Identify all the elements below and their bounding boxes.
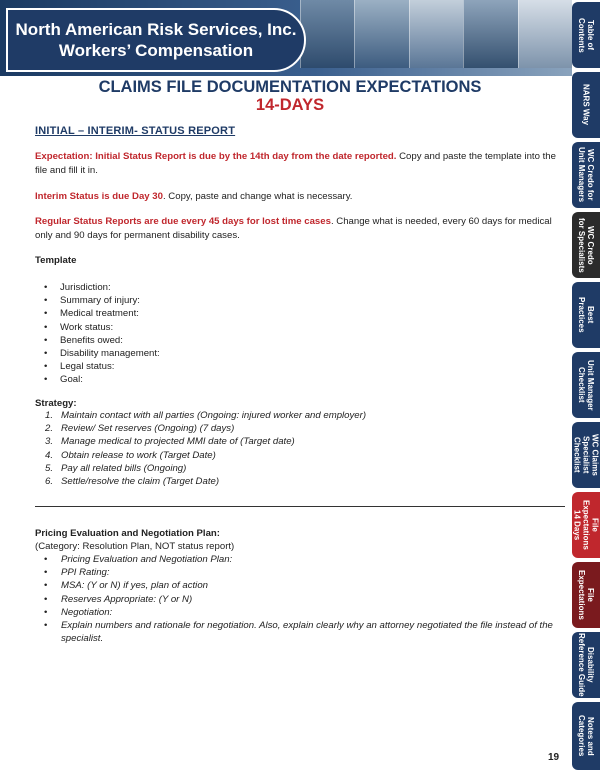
template-item: • Benefits owed: bbox=[35, 334, 160, 347]
strategy-item bbox=[35, 422, 366, 435]
regular-status-expectation bbox=[35, 215, 563, 242]
strategy-list bbox=[35, 409, 366, 488]
pricing-category: (Category: Resolution Plan, NOT status report) bbox=[35, 541, 235, 552]
template-item: • Jurisdiction: bbox=[35, 281, 160, 294]
pricing-list bbox=[35, 553, 560, 645]
template-item: • Legal status: bbox=[35, 360, 160, 373]
template-label: Template bbox=[35, 255, 77, 266]
strategy-number: 5. bbox=[45, 462, 54, 474]
tab-label: File Expectations 14 Days bbox=[572, 500, 600, 550]
page-title: CLAIMS FILE DOCUMENTATION EXPECTATIONS bbox=[98, 78, 482, 96]
strategy-number: 3. bbox=[45, 436, 54, 448]
initial-report-highlight: Expectation: Initial Status Report is due by the 14th day from the date reported. bbox=[35, 151, 397, 162]
initial-report-expectation bbox=[35, 150, 563, 177]
pricing-item: • Explain numbers and rationale for negotiation. Also, explain clearly why an attorney negotiated the file instead of the specialist. bbox=[35, 619, 560, 645]
template-item: • Work status: bbox=[35, 321, 160, 334]
strategy-text: Maintain contact with all parties (Ongoing: injured worker and employer) bbox=[61, 410, 367, 421]
tab-table-of-contents[interactable] bbox=[572, 2, 600, 68]
company-name: North American Risk Services, Inc. bbox=[15, 20, 297, 39]
tab-label: Notes and Categories bbox=[577, 715, 595, 757]
tab-unit-manager-checklist[interactable] bbox=[572, 352, 600, 418]
tab-file-expectations[interactable] bbox=[572, 562, 600, 628]
template-item: • Medical treatment: bbox=[35, 307, 160, 320]
header-photo-surgeon bbox=[463, 0, 517, 68]
strategy-item bbox=[35, 449, 366, 462]
tab-label: Best Practices bbox=[577, 297, 595, 333]
pricing-item: • MSA: (Y or N) if yes, plan of action bbox=[35, 579, 560, 592]
tab-disability-reference-guide[interactable] bbox=[572, 632, 600, 698]
strategy-item bbox=[35, 475, 366, 488]
strategy-text: Manage medical to projected MMI date of (Target date) bbox=[61, 436, 295, 448]
interim-status-expectation bbox=[35, 190, 563, 204]
interim-status-highlight: Interim Status is due Day 30 bbox=[35, 191, 163, 202]
tab-notes-and-categories[interactable] bbox=[572, 702, 600, 770]
header-photo-medical bbox=[354, 0, 408, 68]
strategy-text: Review/ Set reserves (Ongoing) (7 days) bbox=[61, 423, 235, 435]
tab-wc-credo-unit-managers[interactable] bbox=[572, 142, 600, 208]
strategy-item bbox=[35, 409, 366, 422]
page-number: 19 bbox=[548, 752, 560, 763]
tab-wc-credo-specialists[interactable] bbox=[572, 212, 600, 278]
strategy-text: Pay all related bills (Ongoing) bbox=[61, 462, 187, 474]
tab-label: NARS Way bbox=[581, 84, 591, 126]
header-banner bbox=[0, 0, 572, 76]
tab-label: Unit Manager Checklist bbox=[577, 359, 595, 411]
tab-nars-way[interactable] bbox=[572, 72, 600, 138]
pricing-label: Pricing Evaluation and Negotiation Plan: bbox=[35, 528, 220, 539]
strategy-label: Strategy: bbox=[35, 398, 77, 409]
division-name: Workers’ Compensation bbox=[58, 41, 254, 60]
header-photo-strip bbox=[300, 0, 572, 68]
tab-label: WC Claims Specialist Checklist bbox=[572, 434, 600, 476]
regular-status-instructions: . Change what is needed, every 60 days for medical only and 90 days for permanent disability cases. bbox=[35, 216, 552, 241]
interim-status-instructions: . Copy, paste and change what is necessary. bbox=[162, 191, 353, 202]
template-item: • Goal: bbox=[35, 373, 160, 386]
template-list bbox=[35, 281, 160, 387]
strategy-item bbox=[35, 435, 366, 448]
pricing-item: • Reserves Appropriate: (Y or N) bbox=[35, 593, 560, 606]
regular-status-highlight: Regular Status Reports are due every 45 days for lost time cases bbox=[35, 216, 331, 227]
header-photo-stethoscope bbox=[518, 0, 572, 68]
page-subtitle: 14-DAYS bbox=[255, 96, 325, 114]
tab-label: WC Credo for Unit Managers bbox=[577, 147, 595, 203]
header-photo-doctor bbox=[409, 0, 463, 68]
strategy-number: 4. bbox=[45, 449, 54, 461]
company-title-box bbox=[6, 8, 306, 72]
pricing-item: • PPI Rating: bbox=[35, 566, 560, 579]
initial-report-instructions: Copy and paste the template into the file and fill it in. bbox=[35, 151, 556, 176]
tab-label: WC Credo for Specialists bbox=[577, 217, 595, 273]
strategy-number: 6. bbox=[45, 475, 54, 487]
section-divider bbox=[35, 506, 565, 507]
strategy-item bbox=[35, 462, 366, 475]
pricing-item: • Pricing Evaluation and Negotiation Plan: bbox=[35, 553, 560, 566]
strategy-number: 1. bbox=[45, 410, 54, 421]
strategy-text: Obtain release to work (Target Date) bbox=[61, 449, 216, 461]
section-heading: INITIAL – INTERIM- STATUS REPORT bbox=[35, 125, 236, 137]
strategy-number: 2. bbox=[45, 423, 54, 435]
pricing-item: • Negotiation: bbox=[35, 606, 560, 619]
header-photo-worker bbox=[300, 0, 354, 68]
template-item: • Disability management: bbox=[35, 347, 160, 360]
template-item: • Summary of injury: bbox=[35, 294, 160, 307]
section-tabs bbox=[572, 0, 600, 776]
tab-wc-claims-specialist-checklist[interactable] bbox=[572, 422, 600, 488]
tab-label: Disability Reference Guide bbox=[577, 633, 595, 697]
tab-label: Table of Contents bbox=[577, 17, 595, 53]
strategy-text: Settle/resolve the claim (Target Date) bbox=[61, 475, 220, 487]
tab-best-practices[interactable] bbox=[572, 282, 600, 348]
tab-label: File Expectations bbox=[577, 570, 595, 620]
tab-file-expectations-14-days[interactable] bbox=[572, 492, 600, 558]
